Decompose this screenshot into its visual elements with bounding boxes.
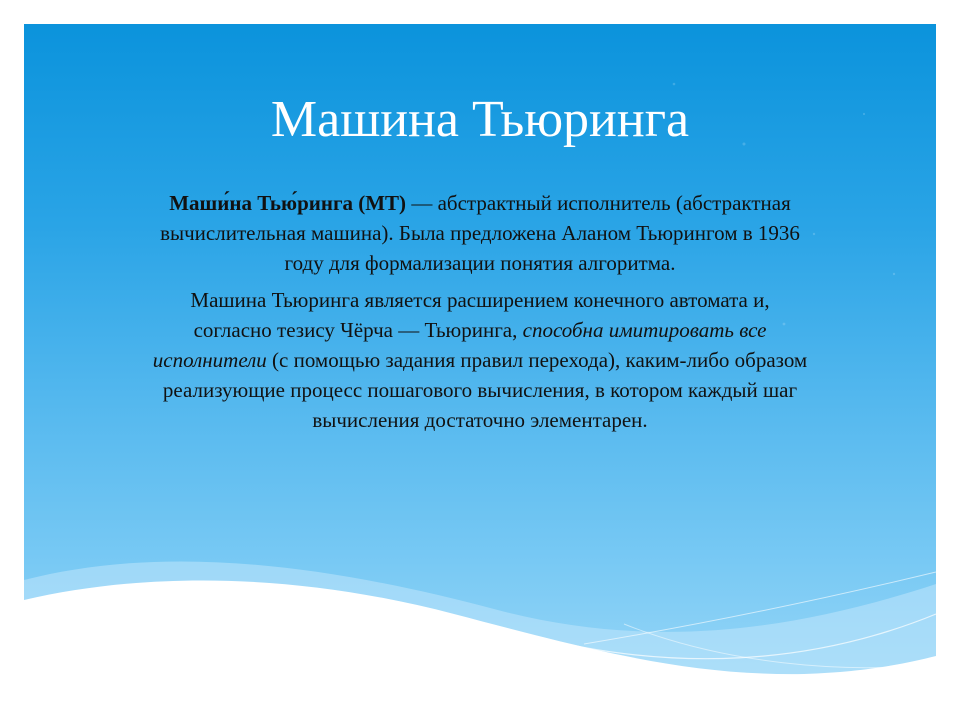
extension-text-end: (с помощью задания правил перехода), каким-либо образом реализующие процесс пошагового вычисления, в котором каждый шаг вычисления достаточно элементарен.	[162, 348, 808, 432]
extension-text-start: Машина Тьюринга является расширением конечного автомата и, согласно тезису Чёрча — Тьюринга,	[190, 288, 770, 342]
slide-body	[150, 188, 810, 442]
term-bold: Маши́на Тью́ринга (МТ)	[169, 191, 407, 215]
slide	[24, 24, 936, 696]
definition-text: — абстрактный исполнитель (абстрактная вычислительная машина). Была предложена Аланом Тьюрингом в 1936 году для формализации понятия алгоритма.	[160, 191, 800, 275]
extension-text-italic: способна имитировать все исполнители	[152, 318, 767, 372]
paragraph-extension	[150, 285, 810, 435]
paragraph-definition	[150, 188, 810, 278]
slide-title: Машина Тьюринга	[270, 91, 690, 148]
